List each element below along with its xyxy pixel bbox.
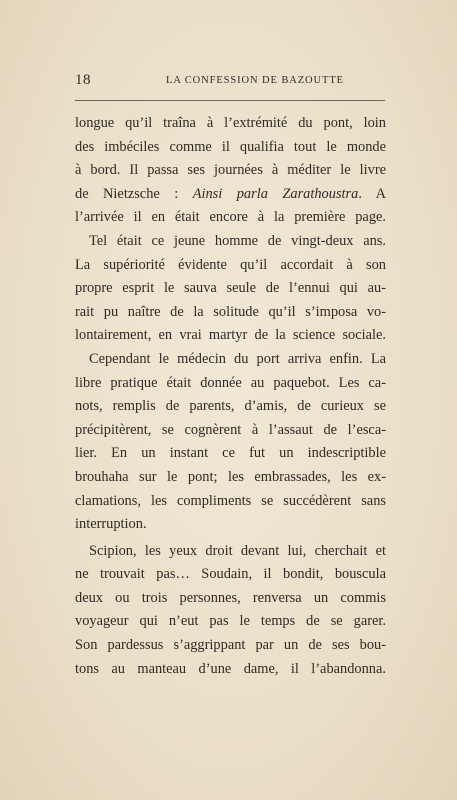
text-line: Tel était ce jeune homme de vingt-deux ans. [89, 232, 386, 249]
text-line: de Nietzsche : Ainsi parla Zarathoustra. A [75, 185, 386, 202]
text-line: précipitèrent, se cognèrent à l’assaut de l’esca- [75, 421, 386, 438]
text-line: Scipion, les yeux droit devant lui, cherchait et [89, 542, 386, 559]
running-title: LA CONFESSION DE BAZOUTTE [166, 75, 344, 86]
text-line: nots, remplis de parents, d’amis, de curieux se [75, 398, 386, 415]
paragraph [75, 540, 386, 682]
text-line: ne trouvait pas… Soudain, il bondit, bouscula [75, 566, 386, 583]
text-line: interruption. [75, 516, 147, 533]
text-line: à bord. Il passa ses journées à méditer le livre [75, 162, 386, 179]
paragraph [75, 230, 386, 348]
text-line: rait pu naître de la solitude qu’il s’imposa vo- [75, 303, 386, 320]
body-text [75, 112, 386, 681]
page-number: 18 [75, 72, 91, 88]
text-line: La supériorité évidente qu’il accordait à son [75, 256, 386, 273]
text-line: brouhaha sur le pont; les embrassades, les ex- [75, 468, 386, 485]
text-line: propre esprit le sauva seule de l’ennui qui au- [75, 280, 386, 297]
text-line: voyageur qui n’eut pas le temps de se garer. [75, 613, 386, 630]
text-line: l’arrivée il en était encore à la première page. [75, 209, 386, 226]
text-line: des imbéciles comme il qualifia tout le monde [75, 138, 386, 155]
text-line: deux ou trois personnes, renversa un commis [75, 589, 386, 606]
page-header [75, 72, 385, 90]
text-line: lontairement, en vrai martyr de la science sociale. [75, 327, 386, 344]
text-line: Cependant le médecin du port arriva enfin. La [89, 350, 386, 367]
paragraph [75, 112, 386, 230]
text-line: libre pratique était donnée au paquebot. Les ca- [75, 374, 386, 391]
text-line: clamations, les compliments se succédèrent sans [75, 492, 386, 509]
text-line: Son pardessus s’aggrippant par un de ses bou- [75, 637, 386, 654]
book-title: Ainsi parla Zarathoustra [192, 185, 359, 202]
header-rule [75, 100, 385, 101]
text-line: lier. En un instant ce fut un indescriptible [75, 445, 386, 462]
text-line: tons au manteau d’une dame, il l’abandonna. [75, 660, 386, 677]
paragraph [75, 348, 386, 537]
text-line: longue qu’il traîna à l’extrémité du pont, loin [75, 115, 386, 131]
